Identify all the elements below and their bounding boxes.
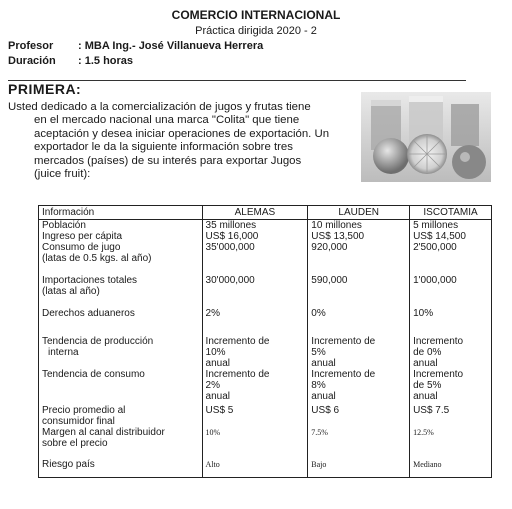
row-label [39,242,203,275]
table-cell-line: 2% [205,380,220,391]
row-label-line: (latas de 0.5 kgs. al año) [42,253,152,264]
row-label-line: Ingreso per cápita [42,231,123,242]
intro-line: en el mercado nacional una marca "Colita" que tiene [34,114,300,127]
table-row [39,308,492,336]
table-cell-line: US$ 5 [205,405,234,416]
intro-line: Usted dedicado a la comercialización de jugos y frutas tiene [8,101,311,113]
table-cell [308,405,410,427]
table-cell [202,427,308,459]
table-header-row [39,206,492,220]
table-cell [410,427,492,459]
profesor-label: Profesor [8,40,54,52]
table-cell-line: 0% [311,308,326,319]
table-row [39,231,492,242]
table-cell-line: 8% [311,380,326,391]
row-label-line: Tendencia de consumo [42,369,145,380]
table-cell [202,231,308,242]
table-cell [308,369,410,405]
table-cell-line: Bajo [311,460,327,469]
table-row [39,369,492,405]
table-cell [308,336,410,369]
table-cell [410,369,492,405]
table-cell-line: US$ 6 [311,405,340,416]
table-cell [410,336,492,369]
table-row [39,336,492,369]
table-cell-line: Incremento [413,369,464,380]
row-label-line: interna [48,347,79,358]
table-cell-line: 590,000 [311,275,348,286]
table-row [39,459,492,477]
table-cell-line: 10% [413,308,434,319]
table-cell-line: 920,000 [311,242,348,253]
table-cell-line: 35'000,000 [205,242,255,253]
table-cell-line: US$ 16,000 [205,231,259,242]
table-cell [308,427,410,459]
intro-line: aceptación y desea iniciar operaciones de exportación. Un [34,127,330,140]
table-cell [410,231,492,242]
row-label [39,308,203,336]
table-cell [410,242,492,275]
table-cell [202,459,308,477]
row-label [39,275,203,308]
table-cell-line: 10% [205,347,226,358]
table-cell [308,242,410,275]
juice-fruit-photo [361,92,491,182]
column-header: LAUDEN [308,206,410,220]
table-cell-line: de 0% [413,347,442,358]
table-row [39,242,492,275]
document-title: COMERCIO INTERNACIONAL [171,8,341,22]
table-cell-line: anual [205,391,231,402]
table-cell-line: Incremento de [205,336,270,347]
row-label [39,231,203,242]
row-label-line: Precio promedio al [42,405,126,416]
row-label-line: Consumo de jugo [42,242,121,253]
duracion-value: : 1.5 horas [78,55,134,67]
intro-line: (juice fruit): [34,168,91,181]
table-cell-line: 5% [311,347,326,358]
table-cell-line: 10% [205,428,221,437]
duracion-label: Duración [8,55,56,67]
table-cell [410,308,492,336]
table-row [39,405,492,427]
row-label-line: consumidor final [42,416,115,427]
table-cell-line: 5 millones [413,220,459,231]
table-cell-line: de 5% [413,380,442,391]
intro-line: exportador le da la siguiente información sobre tres [34,141,293,154]
table-cell [202,275,308,308]
table-cell [410,275,492,308]
table-cell [202,336,308,369]
table-row [39,275,492,308]
row-label [39,220,203,232]
table-cell-line: 2% [205,308,220,319]
table-cell-line: anual [413,391,438,402]
table-cell-line: 35 millones [205,220,257,231]
row-label-line: Derechos aduaneros [42,308,135,319]
section-title: PRIMERA: [8,81,82,97]
table-cell [202,242,308,275]
table-cell [308,275,410,308]
table-cell-line: anual [311,391,336,402]
row-label [39,405,203,427]
column-header: Información [39,206,203,220]
profesor-line [8,40,263,52]
duracion-line [8,55,133,67]
table-cell [308,231,410,242]
table-cell [202,308,308,336]
table-cell [410,220,492,232]
row-label [39,427,203,459]
table-cell [308,308,410,336]
row-label-line: sobre el precio [42,438,108,449]
row-label [39,336,203,369]
table-row [39,220,492,232]
table-cell [410,405,492,427]
intro-paragraph [8,101,358,181]
profesor-value: : MBA Ing.- José Villanueva Herrera [78,40,264,52]
row-label-line: Importaciones totales [42,275,138,286]
table-cell-line: 10 millones [311,220,362,231]
row-label [39,459,203,477]
table-cell-line: 1'000,000 [413,275,457,286]
table-cell-line: Mediano [413,460,442,469]
row-label-line: Margen al canal distribuidor [42,427,165,438]
row-label-line: Población [42,220,86,231]
table-cell-line: anual [413,358,438,369]
table-cell-line: 12.5% [413,428,434,437]
table-cell [308,459,410,477]
table-cell-line: Alto [205,460,220,469]
table-cell-line: 30'000,000 [205,275,255,286]
table-cell-line: anual [205,358,231,369]
document-subtitle: Práctica dirigida 2020 - 2 [195,25,317,37]
table-cell-line: 7.5% [311,428,328,437]
column-header: ALEMAS [202,206,308,220]
row-label-line: (latas al año) [42,286,100,297]
row-label-line: Tendencia de producción [42,336,154,347]
column-header: ISCOTAMIA [410,206,492,220]
row-label-line: Riesgo país [42,459,95,470]
table-cell-line: Incremento de [311,336,376,347]
table-cell [202,405,308,427]
table-cell-line: US$ 13,500 [311,231,365,242]
row-label [39,369,203,405]
intro-line: mercados (países) de su interés para exportar Jugos [34,154,302,167]
table-cell-line: 2'500,000 [413,242,457,253]
table-cell-line: Incremento de [205,369,270,380]
table-cell [410,459,492,477]
table-cell [308,220,410,232]
table-cell-line: Incremento [413,336,464,347]
table-cell-line: anual [311,358,336,369]
table-cell [202,369,308,405]
market-info-table [38,205,492,478]
table-row [39,427,492,459]
table-cell [202,220,308,232]
table-cell-line: US$ 7.5 [413,405,450,416]
table-cell-line: Incremento de [311,369,376,380]
table-cell-line: US$ 14,500 [413,231,466,242]
